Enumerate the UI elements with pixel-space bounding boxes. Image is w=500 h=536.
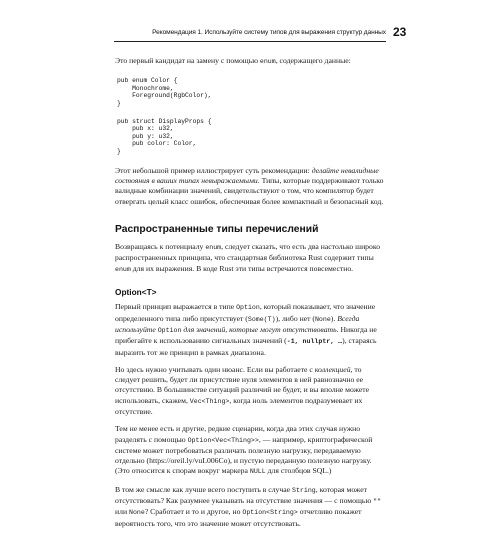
inline-code: enum — [259, 58, 276, 65]
inline-code: -1, nullptr, … — [286, 338, 343, 346]
option-paragraph-4: В том же смысле как лучше всего поступить в случае String, которая может отсутствовать? Как разумнее указывать на отсутствие значения — с помощью "" или None? Сработает и то и другое, но Option<String> отчетливо покажет вероятность того, что это значение может отсутствовать. — [115, 484, 382, 528]
code-line: } — [117, 148, 121, 156]
running-header: Рекомендация 1. Используйте систему типов для выражения структур данных — [152, 29, 386, 36]
option-paragraph-2: Но здесь нужно учитывать один нюанс. Если вы работаете с коллекцией, то следует решить, будет ли присутствие нуля элементов в ней равнозначно ее отсутствию. В большинстве ситуаций различий не будет, и вы вполне можете использовать, скажем, Vec<Thing>, когда ноль элементов подразумевает их отсутствие. — [115, 364, 370, 416]
code-line: pub color: Color, — [117, 140, 197, 148]
inline-code: None — [314, 315, 331, 323]
inline-code: String — [292, 486, 316, 494]
section-heading: Распространенные типы перечислений — [115, 223, 319, 235]
page-number: 23 — [393, 25, 407, 39]
option-paragraph-1: Первый принцип выражается в типе Option, который показывает, что значение определенного типа либо присутствует (Some(T)), либо нет (None). Всегда используйте Option для значений, которые могут отсутствовать. Никогда не прибегайте к использованию сигнальных значений (-1, nullptr, …), стараясь выразить тот же принцип в рамках диапазона. — [115, 302, 377, 357]
page-content — [115, 56, 387, 536]
common-enums-paragraph: Возвращаясь к потенциалу enum, следует сказать, что есть два настолько широко распространенных принципа, что стандартная библиотека Rust содержит типы enum для их выражения. В коде Rust эти типы встречаются повсеместно. — [115, 242, 381, 273]
inline-code: Option<String> — [242, 509, 298, 517]
code-block-displayprops-struct — [117, 118, 387, 156]
inline-code: Vec<Thing> — [189, 397, 230, 405]
code-line: } — [117, 100, 121, 108]
inline-code: Option — [157, 326, 182, 334]
option-paragraph-3: Тем не менее есть и другие, редкие сценарии, когда два этих случая нужно разделять с помощью Option<Vec<Thing>>, — например, криптографической системе может потребоваться различать полезную нагрузку, передаваемую отдельно (https://oreil.ly/vuL006Co), и пустую переданную полезную нагрузку. (Это относится к спорам вокруг маркера NULL для столбцов SQL.) — [115, 424, 373, 476]
code-line: pub x: u32, — [117, 125, 174, 133]
subsection-heading: Option<T> — [115, 287, 157, 298]
inline-code: None — [129, 509, 145, 517]
code-block-color-enum — [117, 77, 387, 107]
external-link[interactable]: https://oreil.ly/vuL006Co — [149, 456, 228, 466]
inline-code: "" — [373, 498, 382, 506]
emphasis-text: Всегда используйте — [115, 313, 360, 334]
inline-code: Option<Vec<Thing>> — [187, 436, 259, 444]
intro-paragraph: Это первый кандидат на замену с помощью enum, содержащего данные: — [115, 56, 351, 65]
emphasis-text: делайте невалидные состояния в ваших типах невыражаемыми — [115, 165, 379, 185]
inline-code: enum — [115, 265, 131, 273]
inline-code: enum — [205, 244, 222, 252]
header-rule — [114, 41, 386, 42]
code-line: Monochrome, — [117, 84, 174, 92]
code-line: pub y: u32, — [117, 132, 174, 140]
inline-code: Some(T) — [247, 315, 276, 323]
example-paragraph: Этот небольшой пример иллюстрирует суть рекомендации: делайте невалидные состояния в ваших типах невыражаемыми. Типы, которые поддерживают только валидные комбинации значений, свидетельствуют о том, что компилятор будет отвергать целый класс ошибок, обеспечивая более компактный и безопасный код. — [115, 165, 384, 206]
code-line: Foreground(RgbColor), — [117, 92, 212, 100]
code-line: pub struct DisplayProps { — [117, 117, 212, 125]
inline-code: Option — [236, 304, 260, 312]
inline-code: NULL — [249, 468, 266, 476]
code-line: pub enum Color { — [117, 77, 178, 85]
emphasis-text: коллекцией — [314, 364, 351, 374]
emphasis-text: для значений, которые могут отсутствовать — [181, 324, 337, 334]
